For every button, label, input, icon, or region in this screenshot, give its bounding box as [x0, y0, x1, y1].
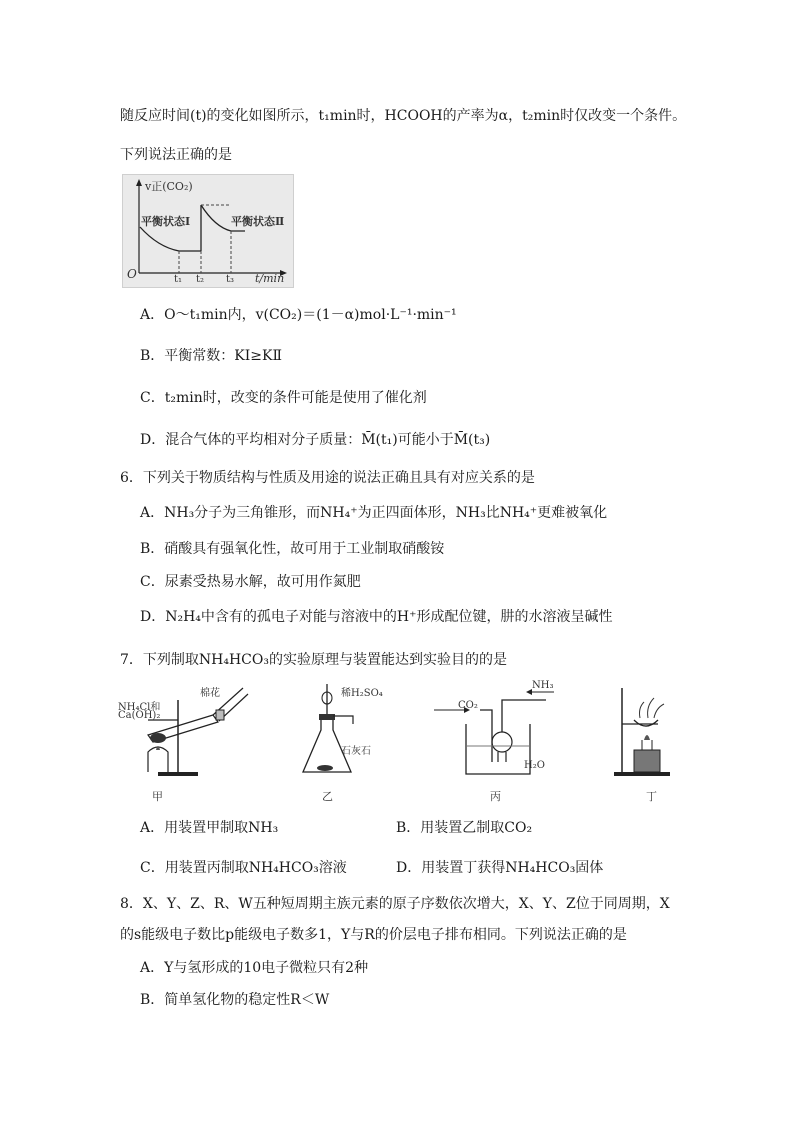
intro-line-2: 下列说法正确的是 [120, 147, 232, 163]
bing-co2-label: CO₂ [458, 700, 478, 711]
jia-reagent-label-1: NH₄Cl和 [118, 702, 161, 713]
apparatus-bing [430, 680, 560, 803]
q8-stem-line-1: 8．X、Y、Z、R、W五种短周期主族元素的原子序数依次增大，X、Y、Z位于同周期，X [120, 896, 670, 912]
y-axis-arrow [136, 179, 142, 186]
graph-origin: O [127, 267, 137, 281]
yi-acid-label: 稀H₂SO₄ [341, 688, 383, 699]
q7-option-d: D．用装置丁获得NH₄HCO₃固体 [396, 860, 604, 876]
yi-caption: 乙 [322, 790, 333, 803]
bing-h2o-label: H₂O [524, 760, 545, 771]
graph-ylabel: v正(CO₂) [145, 180, 193, 193]
apparatus-jia-svg [118, 680, 258, 780]
q7-stem: 7．下列制取NH₄HCO₃的实验原理与装置能达到实验目的的是 [120, 652, 507, 668]
rate-time-graph [122, 174, 294, 288]
apparatus-jia [118, 680, 258, 803]
apparatus-ding [608, 680, 688, 803]
q7-option-c: C．用装置丙制取NH₄HCO₃溶液 [140, 860, 347, 876]
q7-option-b: B．用装置乙制取CO₂ [396, 820, 533, 836]
graph-tick-t3: t₃ [226, 274, 235, 285]
q8-option-b: B．简单氢化物的稳定性R＜W [140, 992, 330, 1008]
q6-option-b: B．硝酸具有强氧化性，故可用于工业制取硝酸铵 [140, 541, 445, 557]
bing-nh3-label: NH₃ [532, 680, 554, 691]
q8-option-a: A．Y与氢形成的10电子微粒只有2种 [140, 960, 369, 976]
graph-xlabel: t/min [255, 272, 285, 285]
q5-option-a: A．O～t₁min内，v(CO₂)＝(1－α)mol·L⁻¹·min⁻¹ [140, 307, 457, 323]
q6-stem: 6．下列关于物质结构与性质及用途的说法正确且具有对应关系的是 [120, 470, 535, 486]
bing-caption: 丙 [490, 790, 501, 803]
jia-cotton-label: 棉花 [200, 688, 220, 699]
q5-option-c: C．t₂min时，改变的条件可能是使用了催化剂 [140, 390, 427, 406]
q5-option-d: D．混合气体的平均相对分子质量：M̄(t₁)可能小于M̄(t₃) [140, 432, 491, 448]
q6-option-c: C．尿素受热易水解，故可用作氮肥 [140, 574, 361, 590]
graph-state-1-label: 平衡状态Ⅰ [141, 215, 191, 228]
q7-option-a: A．用装置甲制取NH₃ [140, 820, 279, 836]
curve-state-1 [140, 227, 201, 251]
intro-line-1: 随反应时间(t)的变化如图所示，t₁min时，HCOOH的产率为α，t₂min时仅改变一个条件。 [120, 108, 687, 124]
q5-option-b: B．平衡常数：KⅠ≥KⅡ [140, 348, 282, 364]
graph-tick-t2: t₂ [196, 274, 205, 285]
q6-option-d: D．N₂H₄中含有的孤电子对能与溶液中的H⁺形成配位键，肼的水溶液呈碱性 [140, 609, 613, 625]
jia-reagent-label-2: Ca(OH)₂ [118, 710, 161, 721]
graph-tick-t1: t₁ [174, 274, 183, 285]
q8-stem-line-2: 的s能级电子数比p能级电子数多1，Y与R的价层电子排布相同。下列说法正确的是 [120, 927, 627, 943]
jia-caption: 甲 [152, 790, 163, 803]
apparatus-ding-svg [608, 680, 688, 780]
apparatus-yi [295, 680, 405, 803]
graph-state-2-label: 平衡状态Ⅱ [231, 215, 285, 228]
yi-stone-label: 石灰石 [341, 746, 371, 757]
q6-option-a: A．NH₃分子为三角锥形，而NH₄⁺为正四面体形，NH₃比NH₄⁺更难被氧化 [140, 505, 608, 521]
ding-caption: 丁 [646, 790, 657, 803]
